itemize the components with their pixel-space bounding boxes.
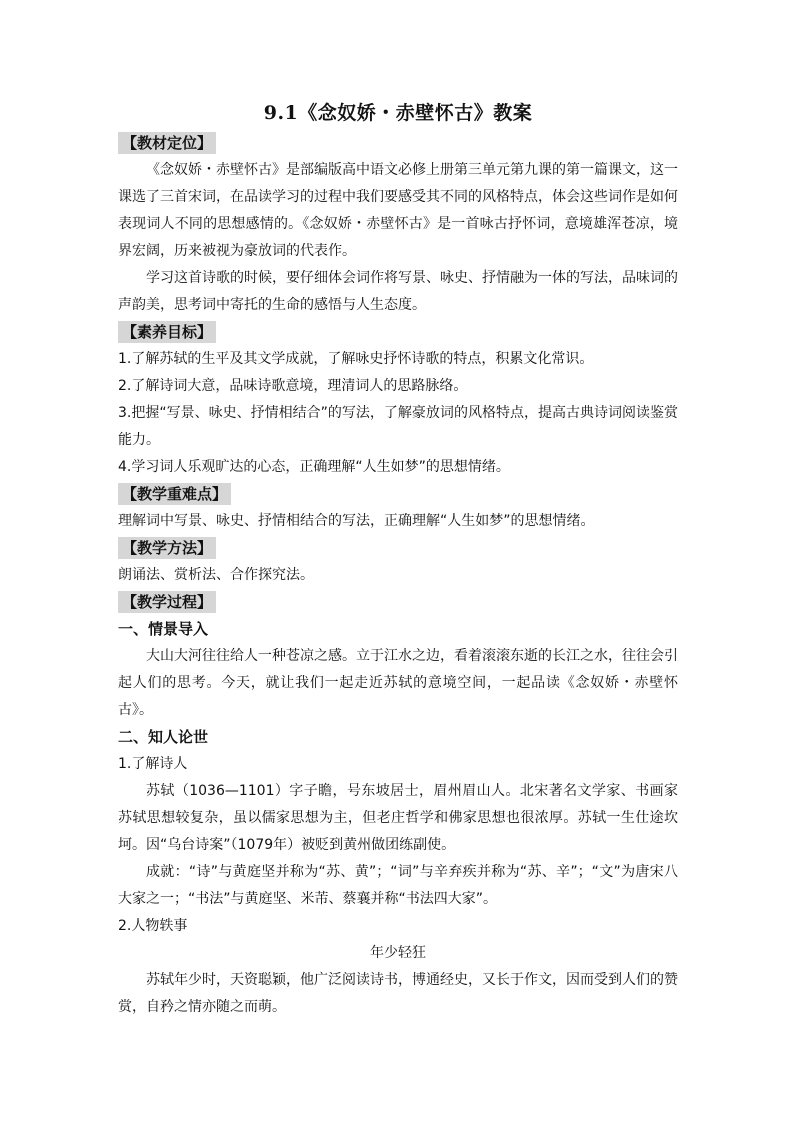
list-item: 2.人物轶事 bbox=[118, 918, 188, 934]
paragraph: 苏轼（1036—1101）字子瞻，号东坡居士，眉州眉山人。北宋著名文学家、书画家苏轼思想较复杂，虽以儒家思想为主，但老庄哲学和佛家思想也很浓厚。苏轼一生仕途坎坷。因“乌台诗案”（1079年）被贬到黄州做团练副使。 bbox=[118, 783, 678, 853]
goal-item: 3.把握“写景、咏史、抒情相结合”的写法，了解豪放词的风格特点，提高古典诗词阅读鉴赏能力。 bbox=[118, 405, 678, 448]
goal-item: 2.了解诗词大意，品味诗歌意境，理清词人的思路脉络。 bbox=[118, 378, 468, 394]
section-heading-textbook-position: 【教材定位】 bbox=[118, 132, 216, 154]
document-page bbox=[118, 96, 678, 1021]
paragraph: 朗诵法、赏析法、合作探究法。 bbox=[118, 567, 314, 583]
list-item: 1.了解诗人 bbox=[118, 756, 188, 772]
paragraph: 苏轼年少时，天资聪颖，他广泛阅读诗书，博通经史，又长于作文，因而受到人们的赞赏，自矜之情亦随之而萌。 bbox=[118, 972, 678, 1015]
paragraph: 理解词中写景、咏史、抒情相结合的写法，正确理解“人生如梦”的思想情绪。 bbox=[118, 513, 595, 529]
section-heading-goals: 【素养目标】 bbox=[118, 321, 216, 343]
section-heading-key-points: 【教学重难点】 bbox=[118, 483, 231, 505]
goal-item: 4.学习词人乐观旷达的心态，正确理解“人生如梦”的思想情绪。 bbox=[118, 459, 510, 475]
paragraph: 大山大河往往给人一种苍凉之感。立于江水之边，看着滚滚东逝的长江之水，往往会引起人们的思考。今天，就让我们一起走近苏轼的意境空间，一起品读《念奴娇・赤壁怀古》。 bbox=[118, 648, 678, 718]
paragraph: 学习这首诗歌的时候，要仔细体会词作将写景、咏史、抒情融为一体的写法，品味词的声韵美，思考词中寄托的生命的感悟与人生态度。 bbox=[118, 270, 678, 313]
section-heading-process: 【教学过程】 bbox=[118, 591, 216, 613]
paragraph: 《念奴娇・赤壁怀古》是部编版高中语文必修上册第三单元第九课的第一篇课文，这一课选了三首宋词，在品读学习的过程中我们要感受其不同的风格特点，体会这些词作是如何表现词人不同的思想感情的。《念奴娇・赤壁怀古》是一首咏古抒怀词，意境雄浑苍凉，境界宏阔，历来被视为豪放词的代表作。 bbox=[118, 162, 678, 259]
subheading-intro: 一、情景导入 bbox=[118, 620, 209, 638]
subheading-author: 二、知人论世 bbox=[118, 728, 209, 746]
page-title: 9.1《念奴娇・赤壁怀古》教案 bbox=[263, 102, 533, 124]
section-heading-methods: 【教学方法】 bbox=[118, 537, 216, 559]
paragraph: 成就：“诗”与黄庭坚并称为“苏、黄”；“词”与辛弃疾并称为“苏、辛”；“文”为唐宋八大家之一；“书法”与黄庭坚、米芾、蔡襄并称“书法四大家”。 bbox=[118, 864, 678, 907]
story-title: 年少轻狂 bbox=[370, 945, 426, 961]
goal-item: 1.了解苏轼的生平及其文学成就，了解咏史抒怀诗歌的特点，积累文化常识。 bbox=[118, 351, 594, 367]
